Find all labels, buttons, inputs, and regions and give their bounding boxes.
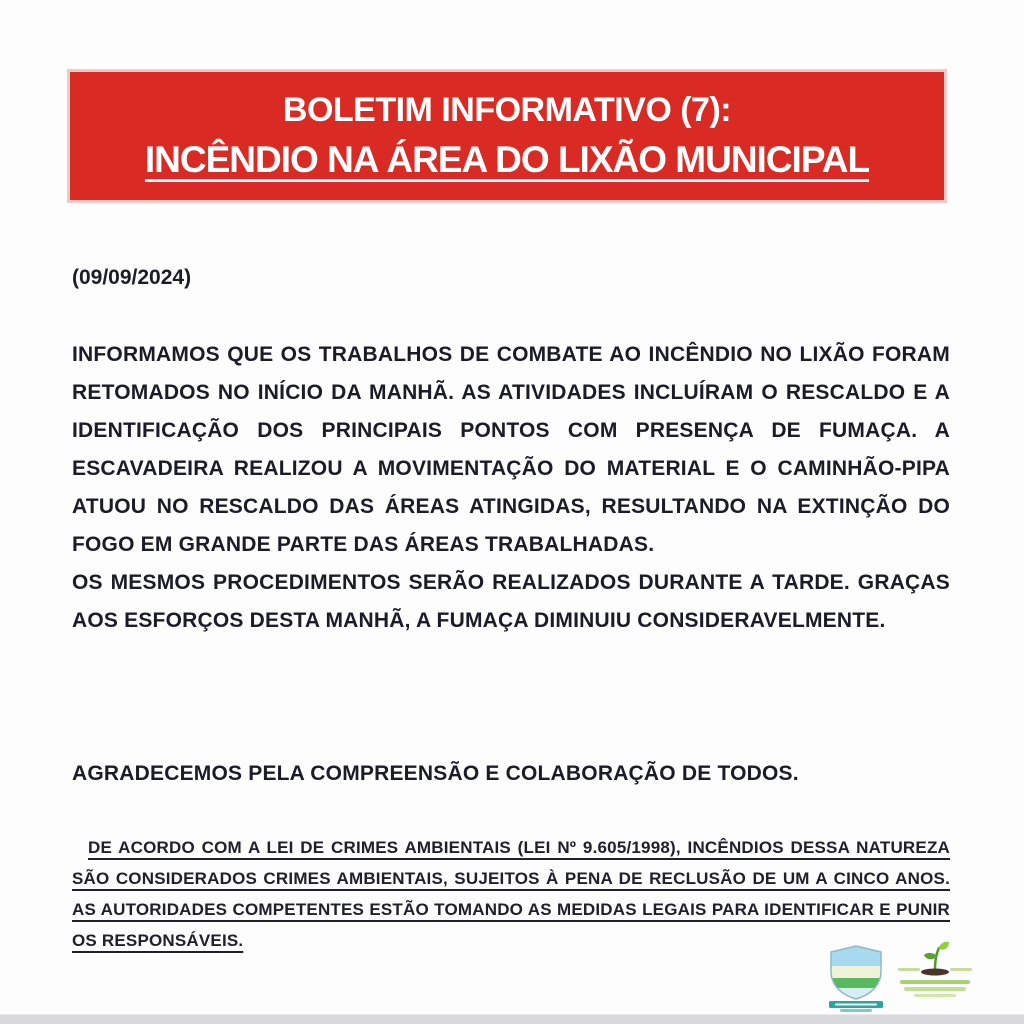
- body-paragraph-2: OS MESMOS PROCEDIMENTOS SERÃO REALIZADOS DURANTE A TARDE. GRAÇAS AOS ESFORÇOS DESTA MANHÃ, A FUMAÇA DIMINUIU CONSIDERAVELMENTE.: [72, 571, 950, 632]
- body-paragraph-1: INFORMAMOS QUE OS TRABALHOS DE COMBATE AO INCÊNDIO NO LIXÃO FORAM RETOMADOS NO INÍCIO DA MANHÃ. AS ATIVIDADES INCLUÍRAM O RESCALDO E A IDENTIFICAÇÃO DOS PRINCIPAIS PONTOS COM PRESENÇA DE FUMAÇA. A ESCAVADEIRA REALIZOU A MOVIMENTAÇÃO DO MATERIAL E O CAMINHÃO-PIPA ATUOU NO RESCALDO DAS ÁREAS ATINGIDAS, RESULTANDO NA EXTINÇÃO DO FOGO EM GRANDE PARTE DAS ÁREAS TRABALHADAS.: [72, 343, 950, 556]
- acknowledgement-line: AGRADECEMOS PELA COMPREENSÃO E COLABORAÇÃO DE TODOS.: [72, 762, 799, 785]
- green-sprout-icon: [894, 940, 976, 1006]
- municipal-crest-icon: [826, 944, 886, 1012]
- banner-title-line1: BOLETIM INFORMATIVO (7):: [282, 90, 732, 129]
- header-banner: [70, 72, 944, 200]
- legal-notice: DE ACORDO COM A LEI DE CRIMES AMBIENTAIS (LEI Nº 9.605/1998), INCÊNDIOS DESSA NATUREZA SÃO CONSIDERADOS CRIMES AMBIENTAIS, SUJEITOS À PENA DE RECLUSÃO DE UM A CINCO ANOS. AS AUTORIDADES COMPETENTES ESTÃO TOMANDO AS MEDIDAS LEGAIS PARA IDENTIFICAR E PUNIR OS RESPONSÁVEIS.: [72, 838, 950, 950]
- banner-title-line2: INCÊNDIO NA ÁREA DO LIXÃO MUNICIPAL: [144, 138, 870, 180]
- bottom-border-strip: [0, 1014, 1024, 1024]
- bulletin-body: [72, 336, 950, 640]
- bulletin-date: (09/09/2024): [72, 266, 192, 289]
